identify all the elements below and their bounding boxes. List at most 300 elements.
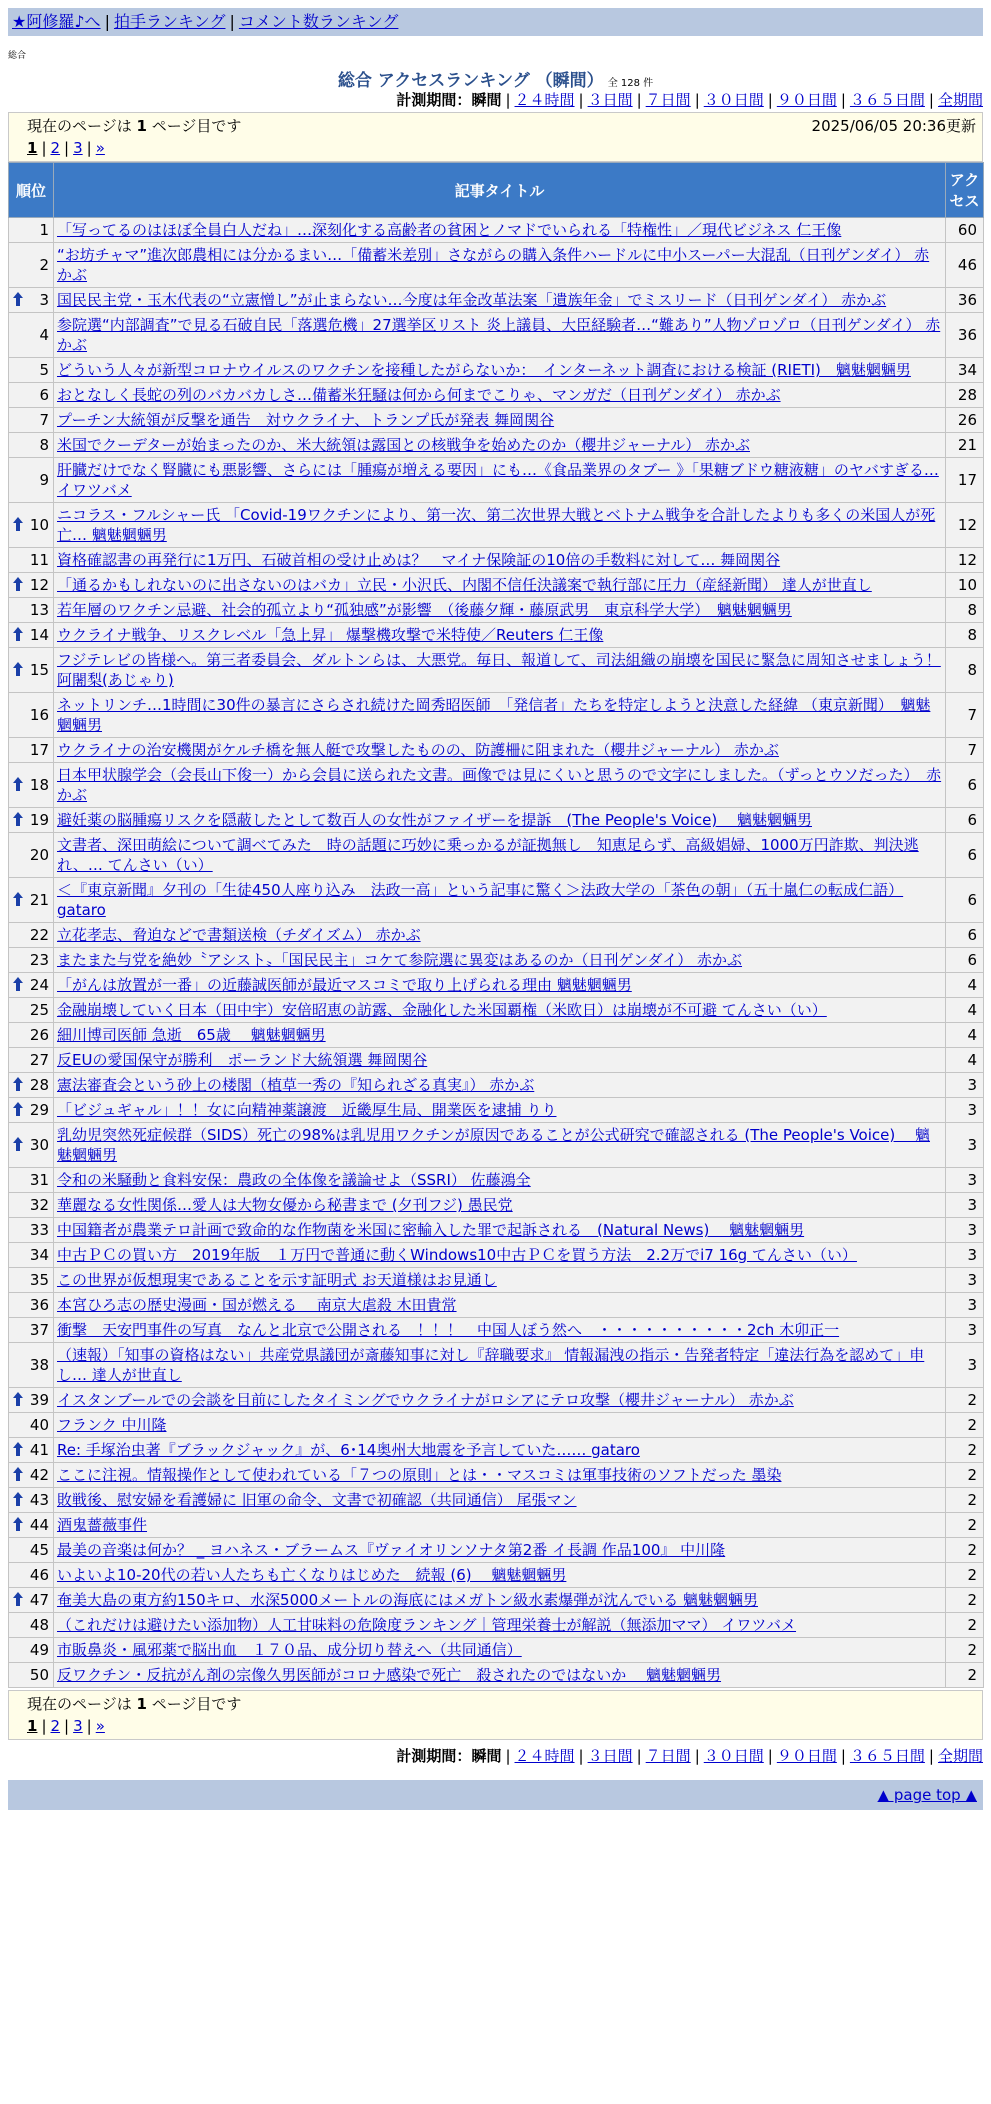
title-cell [54, 503, 946, 548]
rank-number: 29 [29, 1101, 49, 1119]
article-link[interactable]: ニコラス・フルシャー氏 「Covid-19ワクチンにより、第一次、第二次世界大戦とベトナム戦争を合計したよりも多くの米国人が死亡… 魑魅魍魎男 [57, 506, 936, 544]
table-row [9, 973, 984, 998]
rank-cell [9, 218, 54, 243]
pager-next-link[interactable]: » [95, 139, 105, 157]
access-count: 4 [946, 1048, 984, 1073]
access-count: 60 [946, 218, 984, 243]
updated-timestamp: 2025/06/05 20:36更新 [811, 117, 976, 135]
table-row [9, 648, 984, 693]
rank-cell [9, 1073, 54, 1098]
article-link[interactable]: 細川博司医師 急逝 65歳 魑魅魍魎男 [57, 1026, 326, 1044]
rank-cell [9, 383, 54, 408]
page-info-panel [8, 112, 983, 162]
title-cell [54, 693, 946, 738]
article-link[interactable]: プーチン大統領が反撃を通告 対ウクライナ、トランプ氏が発表 舞岡関谷 [57, 411, 555, 429]
page-info-prefix: 現在のページは [27, 1695, 132, 1713]
rank-cell [9, 1048, 54, 1073]
home-link[interactable]: ★阿修羅♪へ [12, 12, 101, 31]
article-link[interactable]: 本宮ひろ志の歴史漫画・国が燃える 南京大虐殺 木田貴常 [57, 1296, 457, 1314]
article-link[interactable]: おとなしく長蛇の列のバカバカしさ…備蓄米狂騒は何から何までこりゃ、マンガだ（日刊ゲンダイ） 赤かぶ [57, 386, 781, 404]
title-cell [54, 313, 946, 358]
period-selector-bottom [0, 1744, 983, 1768]
access-count: 2 [946, 1538, 984, 1563]
access-count: 36 [946, 288, 984, 313]
period-link-3[interactable]: ３０日間 [703, 1747, 764, 1765]
article-link[interactable]: いよいよ10-20代の若い人たちも亡くなりはじめた 続報 (6) 魑魅魍魎男 [57, 1566, 567, 1584]
period-separator: | [505, 1747, 511, 1765]
pager-link-2[interactable]: 2 [50, 1717, 61, 1735]
rank-number: 3 [39, 291, 49, 309]
article-link[interactable]: 立花孝志、脅迫などで書類送検（チダイズム） 赤かぶ [57, 926, 421, 944]
access-count: 2 [946, 1388, 984, 1413]
article-link[interactable]: 市販鼻炎・風邪薬で脳出血 １７０品、成分切り替えへ（共同通信） [57, 1641, 522, 1659]
table-row [9, 548, 984, 573]
article-link[interactable]: ネットリンチ…1時間に30件の暴言にさらされ続けた岡秀昭医師 「発信者」たちを特定しようと決意した経緯 （東京新聞） 魑魅魍魎男 [57, 696, 931, 734]
table-row [9, 1243, 984, 1268]
pager-current: 1 [27, 139, 38, 157]
rank-number: 49 [29, 1641, 49, 1659]
period-link-6[interactable]: 全期間 [937, 1747, 983, 1765]
rank-cell [9, 1538, 54, 1563]
arrow-up-icon [12, 1516, 24, 1532]
article-link[interactable]: 参院選“内部調査”で見る石破自民「落選危機」27選挙区リスト 炎上議員、大臣経験者…“難あり”人物ゾロゾロ（日刊ゲンダイ） 赤かぶ [57, 316, 941, 354]
article-link[interactable]: 「写ってるのはほぼ全員白人だね」…深刻化する高齢者の貧困とノマドでいられる「特権性」／現代ビジネス 仁王像 [57, 221, 842, 239]
rank-number: 20 [29, 846, 49, 864]
rank-cell [9, 313, 54, 358]
period-separator: | [928, 1747, 934, 1765]
title-cell [54, 1073, 946, 1098]
title-cell [54, 358, 946, 383]
rank-cell [9, 1343, 54, 1388]
access-count: 2 [946, 1613, 984, 1638]
access-count: 4 [946, 1023, 984, 1048]
table-row [9, 243, 984, 288]
table-row [9, 1538, 984, 1563]
period-link-1[interactable]: ３日間 [587, 91, 633, 109]
rank-cell [9, 1168, 54, 1193]
pagination-bottom [27, 1715, 978, 1737]
applause-ranking-link[interactable]: 拍手ランキング [113, 12, 226, 31]
title-cell [54, 763, 946, 808]
page-title [0, 66, 991, 91]
table-row [9, 948, 984, 973]
rank-number: 47 [29, 1591, 49, 1609]
article-link[interactable]: フランク 中川隆 [57, 1416, 167, 1434]
title-cell [54, 1293, 946, 1318]
pager-link-3[interactable]: 3 [73, 139, 83, 157]
title-cell [54, 1268, 946, 1293]
pager-separator: | [86, 139, 92, 157]
table-row [9, 1098, 984, 1123]
rank-cell [9, 833, 54, 878]
rank-number: 45 [29, 1541, 49, 1559]
rank-number: 42 [29, 1466, 49, 1484]
page-title-text: 総合 アクセスランキング （瞬間） [337, 71, 604, 91]
title-cell [54, 243, 946, 288]
rank-number: 24 [29, 976, 49, 994]
rank-number: 48 [29, 1616, 49, 1634]
rank-number: 11 [29, 551, 49, 569]
access-count: 4 [946, 973, 984, 998]
rank-number: 39 [29, 1391, 49, 1409]
article-link[interactable]: 資格確認書の再発行に1万円、石破首相の受け止めは？ マイナ保険証の10倍の手数料に対して… 舞岡関谷 [57, 551, 781, 569]
rank-cell [9, 1413, 54, 1438]
rank-number: 17 [29, 741, 49, 759]
title-cell [54, 738, 946, 763]
access-count: 2 [946, 1588, 984, 1613]
rank-number: 25 [29, 1001, 49, 1019]
article-link[interactable]: ＜『東京新聞』夕刊の「生徒450人座り込み 法政一高」という記事に驚く＞法政大学の「茶色の朝」（五十嵐仁の転成仁語） gataro [57, 881, 904, 919]
rank-cell [9, 878, 54, 923]
arrow-up-icon [12, 1466, 24, 1482]
access-count: 2 [946, 1413, 984, 1438]
access-count: 6 [946, 878, 984, 923]
title-cell [54, 1168, 946, 1193]
rank-cell [9, 573, 54, 598]
access-count: 2 [946, 1463, 984, 1488]
nav-separator: | [104, 12, 110, 31]
table-row [9, 1388, 984, 1413]
access-count: 6 [946, 808, 984, 833]
period-label: 計測期間： [396, 1747, 472, 1765]
rank-cell [9, 358, 54, 383]
article-link[interactable]: 奄美大島の東方約150キロ、水深5000メートルの海底にはメガトン級水素爆弾が沈んでいる 魑魅魍魎男 [57, 1591, 758, 1609]
article-link[interactable]: 酒鬼薔薇事件 [57, 1516, 148, 1534]
rank-cell [9, 1663, 54, 1688]
article-link[interactable]: （速報）「知事の資格はない」共産党県議団が斎藤知事に対し『辞職要求』 情報漏洩の指示・告発者特定「違法行為を認めて」申し… 達人が世直し [57, 1346, 925, 1384]
title-cell [54, 573, 946, 598]
article-link[interactable]: 敗戦後、慰安婦を看護婦に 旧軍の命令、文書で初確認（共同通信） 尾張マン [57, 1491, 577, 1509]
rank-number: 26 [29, 1026, 49, 1044]
table-row [9, 358, 984, 383]
period-current: 瞬間 [471, 91, 502, 109]
rank-number: 15 [29, 661, 49, 679]
page-info-number: 1 [136, 117, 147, 135]
article-link[interactable]: 令和の米騒動と食料安保：農政の全体像を議論せよ（SSRI） 佐藤鴻全 [57, 1171, 531, 1189]
title-cell [54, 878, 946, 923]
rank-cell [9, 1193, 54, 1218]
article-link[interactable]: ウクライナ戦争、リスクレベル「急上昇」 爆撃機攻撃で米特使／Reuters 仁王像 [57, 626, 604, 644]
arrow-up-icon [12, 291, 24, 307]
rank-number: 37 [29, 1321, 49, 1339]
period-link-2[interactable]: ７日間 [645, 1747, 691, 1765]
rank-cell [9, 808, 54, 833]
period-link-0[interactable]: ２４時間 [514, 91, 575, 109]
rank-cell [9, 1123, 54, 1168]
title-cell [54, 1048, 946, 1073]
rank-cell [9, 998, 54, 1023]
title-cell [54, 288, 946, 313]
table-row [9, 1413, 984, 1438]
article-link[interactable]: 若年層のワクチン忌避、社会的孤立より“孤独感”が影響 （後藤夕輝・藤原武男 東京科学大学） 魑魅魍魎男 [57, 601, 792, 619]
title-cell [54, 1563, 946, 1588]
page-info-suffix: ページ目です [151, 1695, 242, 1713]
article-link[interactable]: 金融崩壊していく日本（田中宇）安倍昭恵の訪露、金融化した米国覇権（米欧日）は崩壊が不可避 てんさい（い） [57, 1001, 827, 1019]
title-cell [54, 218, 946, 243]
table-row [9, 623, 984, 648]
access-count: 10 [946, 573, 984, 598]
period-separator: | [578, 91, 584, 109]
article-link[interactable]: 反EUの愛国保守が勝利 ポーランド大統領選 舞岡関谷 [57, 1051, 428, 1069]
title-cell [54, 1388, 946, 1413]
pager-separator: | [41, 1717, 47, 1735]
total-count: 全 128 件 [607, 78, 654, 89]
period-label: 計測期間： [396, 91, 472, 109]
period-separator: | [578, 1747, 584, 1765]
article-link[interactable]: 文書者、深田萌絵について調べてみた 時の話題に巧妙に乗っかるが証拠無し 知恵足らず、高級娼婦、1000万円詐欺、判決逃れ、… てんさい（い） [57, 836, 919, 874]
title-cell [54, 833, 946, 878]
rank-cell [9, 1388, 54, 1413]
rank-number: 34 [29, 1246, 49, 1264]
article-link[interactable]: ウクライナの治安機関がケルチ橋を無人艇で攻撃したものの、防護柵に阻まれた（櫻井ジャーナル） 赤かぶ [57, 741, 779, 759]
title-cell [54, 598, 946, 623]
rank-number: 44 [29, 1516, 49, 1534]
title-cell [54, 948, 946, 973]
period-link-3[interactable]: ３０日間 [703, 91, 764, 109]
section-label: 総合 [8, 51, 27, 61]
article-link[interactable]: どういう人々が新型コロナウイルスのワクチンを接種したがらないか： インターネット調査における検証 (RIETI) 魑魅魍魎男 [57, 361, 911, 379]
rank-number: 38 [29, 1356, 49, 1374]
page-info [27, 1693, 978, 1715]
rank-number: 16 [29, 706, 49, 724]
article-link[interactable]: 「ビジュギャル」！！女に向精神薬譲渡 近畿厚生局、開業医を逮捕 りり [57, 1101, 557, 1119]
access-count: 2 [946, 1638, 984, 1663]
header-access: アクセス [946, 163, 984, 218]
article-link[interactable]: 中古ＰＣの買い方 2019年版 １万円で普通に動くWindows10中古ＰＣを買う方法 2.2万でi7 16g てんさい（い） [57, 1246, 857, 1264]
article-link[interactable]: 国民民主党・玉木代表の“立憲憎し”が止まらない…今度は年金改革法案「遺族年金」でミスリード（日刊ゲンダイ） 赤かぶ [57, 291, 887, 309]
table-row [9, 1073, 984, 1098]
rank-cell [9, 623, 54, 648]
pager-current: 1 [27, 1717, 38, 1735]
table-row [9, 218, 984, 243]
table-row [9, 1663, 984, 1688]
rank-cell [9, 1293, 54, 1318]
pager-next-link[interactable]: » [95, 1717, 105, 1735]
title-cell [54, 1413, 946, 1438]
table-row [9, 598, 984, 623]
table-row [9, 1168, 984, 1193]
article-link[interactable]: Re: 手塚治虫著『ブラックジャック』が、6･14奥州大地震を予言していた…… gataro [57, 1441, 640, 1459]
rank-cell [9, 243, 54, 288]
pager-link-3[interactable]: 3 [73, 1717, 83, 1735]
article-link[interactable]: ここに注視。情報操作として使われている「７つの原則」とは・・マスコミは軍事技術のソフトだった 墨染 [57, 1466, 782, 1484]
article-link[interactable]: 肝臓だけでなく腎臓にも悪影響、さらには「腫瘍が増える要因」にも…《食品業界のタブー 》「果糖ブドウ糖液糖」のヤバすぎる… イワツバメ [57, 461, 939, 499]
title-cell [54, 1538, 946, 1563]
title-cell [54, 998, 946, 1023]
access-count: 2 [946, 1663, 984, 1688]
rank-number: 31 [29, 1171, 49, 1189]
title-cell [54, 648, 946, 693]
article-link[interactable]: 中国籍者が農業テロ計画で致命的な作物菌を米国に密輸入した罪で起訴される (Natural News) 魑魅魍魎男 [57, 1221, 805, 1239]
rank-number: 18 [29, 776, 49, 794]
page-top-link[interactable]: ▲ page top ▲ [877, 1786, 977, 1804]
rank-number: 21 [29, 891, 49, 909]
article-link[interactable]: 米国でクーデターが始まったのか、米大統領は露国との核戦争を始めたのか（櫻井ジャーナル） 赤かぶ [57, 436, 750, 454]
rank-number: 5 [39, 361, 49, 379]
article-link[interactable]: 華麗なる女性関係…愛人は大物女優から秘書まで (夕刊フジ) 愚民党 [57, 1196, 513, 1214]
table-row [9, 1463, 984, 1488]
article-link[interactable]: 乳幼児突然死症候群（SIDS）死亡の98%は乳児用ワクチンが原因であることが公式研究で確認される (The People's Voice) 魑魅魍魎男 [57, 1126, 930, 1164]
access-count: 17 [946, 458, 984, 503]
rank-number: 13 [29, 601, 49, 619]
title-cell [54, 1098, 946, 1123]
pager-separator: | [86, 1717, 92, 1735]
rank-cell [9, 503, 54, 548]
title-cell [54, 548, 946, 573]
table-row [9, 1048, 984, 1073]
period-link-5[interactable]: ３６５日間 [849, 91, 925, 109]
title-cell [54, 1638, 946, 1663]
rank-number: 23 [29, 951, 49, 969]
rank-number: 50 [29, 1666, 49, 1684]
article-link[interactable]: “お坊チャマ”進次郎農相には分かるまい…「備蓄米差別」さながらの購入条件ハードルに中小スーパー大混乱（日刊ゲンダイ） 赤かぶ [57, 246, 930, 284]
period-link-1[interactable]: ３日間 [587, 1747, 633, 1765]
ranking-table [8, 162, 984, 1688]
table-row [9, 458, 984, 503]
period-link-4[interactable]: ９０日間 [776, 1747, 837, 1765]
access-count: 3 [946, 1218, 984, 1243]
rank-cell [9, 648, 54, 693]
rank-cell [9, 433, 54, 458]
article-link[interactable]: （これだけは避けたい添加物）人工甘味料の危険度ランキング｜管理栄養士が解説（無添加ママ） イワツバメ [57, 1616, 797, 1634]
table-row [9, 1588, 984, 1613]
title-cell [54, 1243, 946, 1268]
arrow-up-icon [12, 1101, 24, 1117]
arrow-up-icon [12, 576, 24, 592]
article-link[interactable]: 日本甲状腺学会（会長山下俊一）から会員に送られた文書。画像では見にくいと思うので文字にしました。（ずっとウソだった） 赤かぶ [57, 766, 942, 804]
title-cell [54, 1463, 946, 1488]
table-row [9, 1023, 984, 1048]
title-cell [54, 433, 946, 458]
period-link-5[interactable]: ３６５日間 [849, 1747, 925, 1765]
table-row [9, 1218, 984, 1243]
title-cell [54, 1343, 946, 1388]
title-cell [54, 383, 946, 408]
period-link-6[interactable]: 全期間 [937, 91, 983, 109]
period-link-0[interactable]: ２４時間 [514, 1747, 575, 1765]
comment-ranking-link[interactable]: コメント数ランキング [238, 12, 399, 31]
table-row [9, 383, 984, 408]
table-row [9, 998, 984, 1023]
table-row [9, 878, 984, 923]
table-row [9, 1513, 984, 1538]
table-row [9, 833, 984, 878]
rank-cell [9, 738, 54, 763]
article-link[interactable]: この世界が仮想現実であることを示す証明式 お天道様はお見通し [57, 1271, 497, 1289]
rank-number: 12 [29, 576, 49, 594]
pagination [27, 137, 978, 159]
rank-number: 9 [39, 471, 49, 489]
article-link[interactable]: 「がんは放置が一番」の近藤誠医師が最近マスコミで取り上げられる理由 魑魅魍魎男 [57, 976, 632, 994]
title-cell [54, 1023, 946, 1048]
access-count: 26 [946, 408, 984, 433]
table-row [9, 408, 984, 433]
access-count: 8 [946, 598, 984, 623]
table-row [9, 1318, 984, 1343]
rank-cell [9, 1488, 54, 1513]
rank-number: 43 [29, 1491, 49, 1509]
arrow-up-icon [12, 626, 24, 642]
article-link[interactable]: またまた与党を絶妙〝アシスト〟「国民民主」コケて参院選に異変はあるのか（日刊ゲンダイ） 赤かぶ [57, 951, 743, 969]
article-link[interactable]: 憲法審査会という砂上の楼閣（植草一秀の『知られざる真実』） 赤かぶ [57, 1076, 535, 1094]
access-count: 2 [946, 1438, 984, 1463]
pager-link-2[interactable]: 2 [50, 139, 61, 157]
access-count: 8 [946, 623, 984, 648]
access-count: 6 [946, 948, 984, 973]
title-cell [54, 1588, 946, 1613]
access-count: 3 [946, 1168, 984, 1193]
table-header-row [9, 163, 984, 218]
table-row [9, 1613, 984, 1638]
title-cell [54, 1513, 946, 1538]
period-link-4[interactable]: ９０日間 [776, 91, 837, 109]
rank-cell [9, 1513, 54, 1538]
rank-cell [9, 1638, 54, 1663]
arrow-up-icon [12, 1391, 24, 1407]
header-rank: 順位 [9, 163, 54, 218]
table-row [9, 1638, 984, 1663]
arrow-up-icon [12, 1136, 24, 1152]
article-link[interactable]: イスタンブールでの会談を目前にしたタイミングでウクライナがロシアにテロ攻撃（櫻井ジャーナル） 赤かぶ [57, 1391, 794, 1409]
period-link-2[interactable]: ７日間 [645, 91, 691, 109]
rank-cell [9, 598, 54, 623]
table-row [9, 1123, 984, 1168]
article-link[interactable]: フジテレビの皆様へ。第三者委員会、ダルトンらは、大悪党。毎日、報道して、司法組織の崩壊を国民に緊急に周知させましょう！ 阿闍梨(あじゃり) [57, 651, 941, 689]
title-cell [54, 1218, 946, 1243]
title-cell [54, 1488, 946, 1513]
rank-cell [9, 923, 54, 948]
rank-number: 10 [29, 516, 49, 534]
rank-number: 36 [29, 1296, 49, 1314]
title-cell [54, 1438, 946, 1463]
rank-cell [9, 1268, 54, 1293]
access-count: 12 [946, 548, 984, 573]
title-cell [54, 808, 946, 833]
arrow-up-icon [12, 976, 24, 992]
title-cell [54, 923, 946, 948]
rank-cell [9, 973, 54, 998]
title-cell [54, 1318, 946, 1343]
article-link[interactable]: 避妊薬の脳腫瘍リスクを隠蔽したとして数百人の女性がファイザーを提訴 (The People's Voice) 魑魅魍魎男 [57, 811, 812, 829]
period-separator: | [694, 91, 700, 109]
title-cell [54, 1123, 946, 1168]
arrow-up-icon [12, 811, 24, 827]
table-row [9, 573, 984, 598]
arrow-up-icon [12, 891, 24, 907]
article-link[interactable]: 最美の音楽は何か？ _ ヨハネス・ブラームス『ヴァイオリンソナタ第2番 イ長調 作品100』 中川隆 [57, 1541, 726, 1559]
rank-number: 22 [29, 926, 49, 944]
access-count: 7 [946, 738, 984, 763]
arrow-up-icon [12, 1076, 24, 1092]
rank-number: 46 [29, 1566, 49, 1584]
period-separator: | [840, 1747, 846, 1765]
rank-number: 2 [39, 256, 49, 274]
pager-separator: | [41, 139, 47, 157]
access-count: 12 [946, 503, 984, 548]
rank-number: 1 [39, 221, 49, 239]
top-nav-bar [8, 8, 983, 36]
article-link[interactable]: 「通るかもしれないのに出さないのはバカ」立民・小沢氏、内閣不信任決議案で執行部に圧力（産経新聞） 達人が世直し [57, 576, 872, 594]
page-info-panel-bottom [8, 1690, 983, 1740]
rank-cell [9, 763, 54, 808]
article-link[interactable]: 衝撃 天安門事件の写真 なんと北京で公開される ！！！ 中国人ぼう然へ ・・・・・・・・・・2ch 木卯正一 [57, 1321, 840, 1339]
arrow-up-icon [12, 516, 24, 532]
rank-number: 33 [29, 1221, 49, 1239]
rank-number: 35 [29, 1271, 49, 1289]
rank-number: 14 [29, 626, 49, 644]
article-link[interactable]: 反ワクチン・反抗がん剤の宗像久男医師がコロナ感染で死亡 殺されたのではないか 魑魅魍魎男 [57, 1666, 722, 1684]
access-count: 46 [946, 243, 984, 288]
